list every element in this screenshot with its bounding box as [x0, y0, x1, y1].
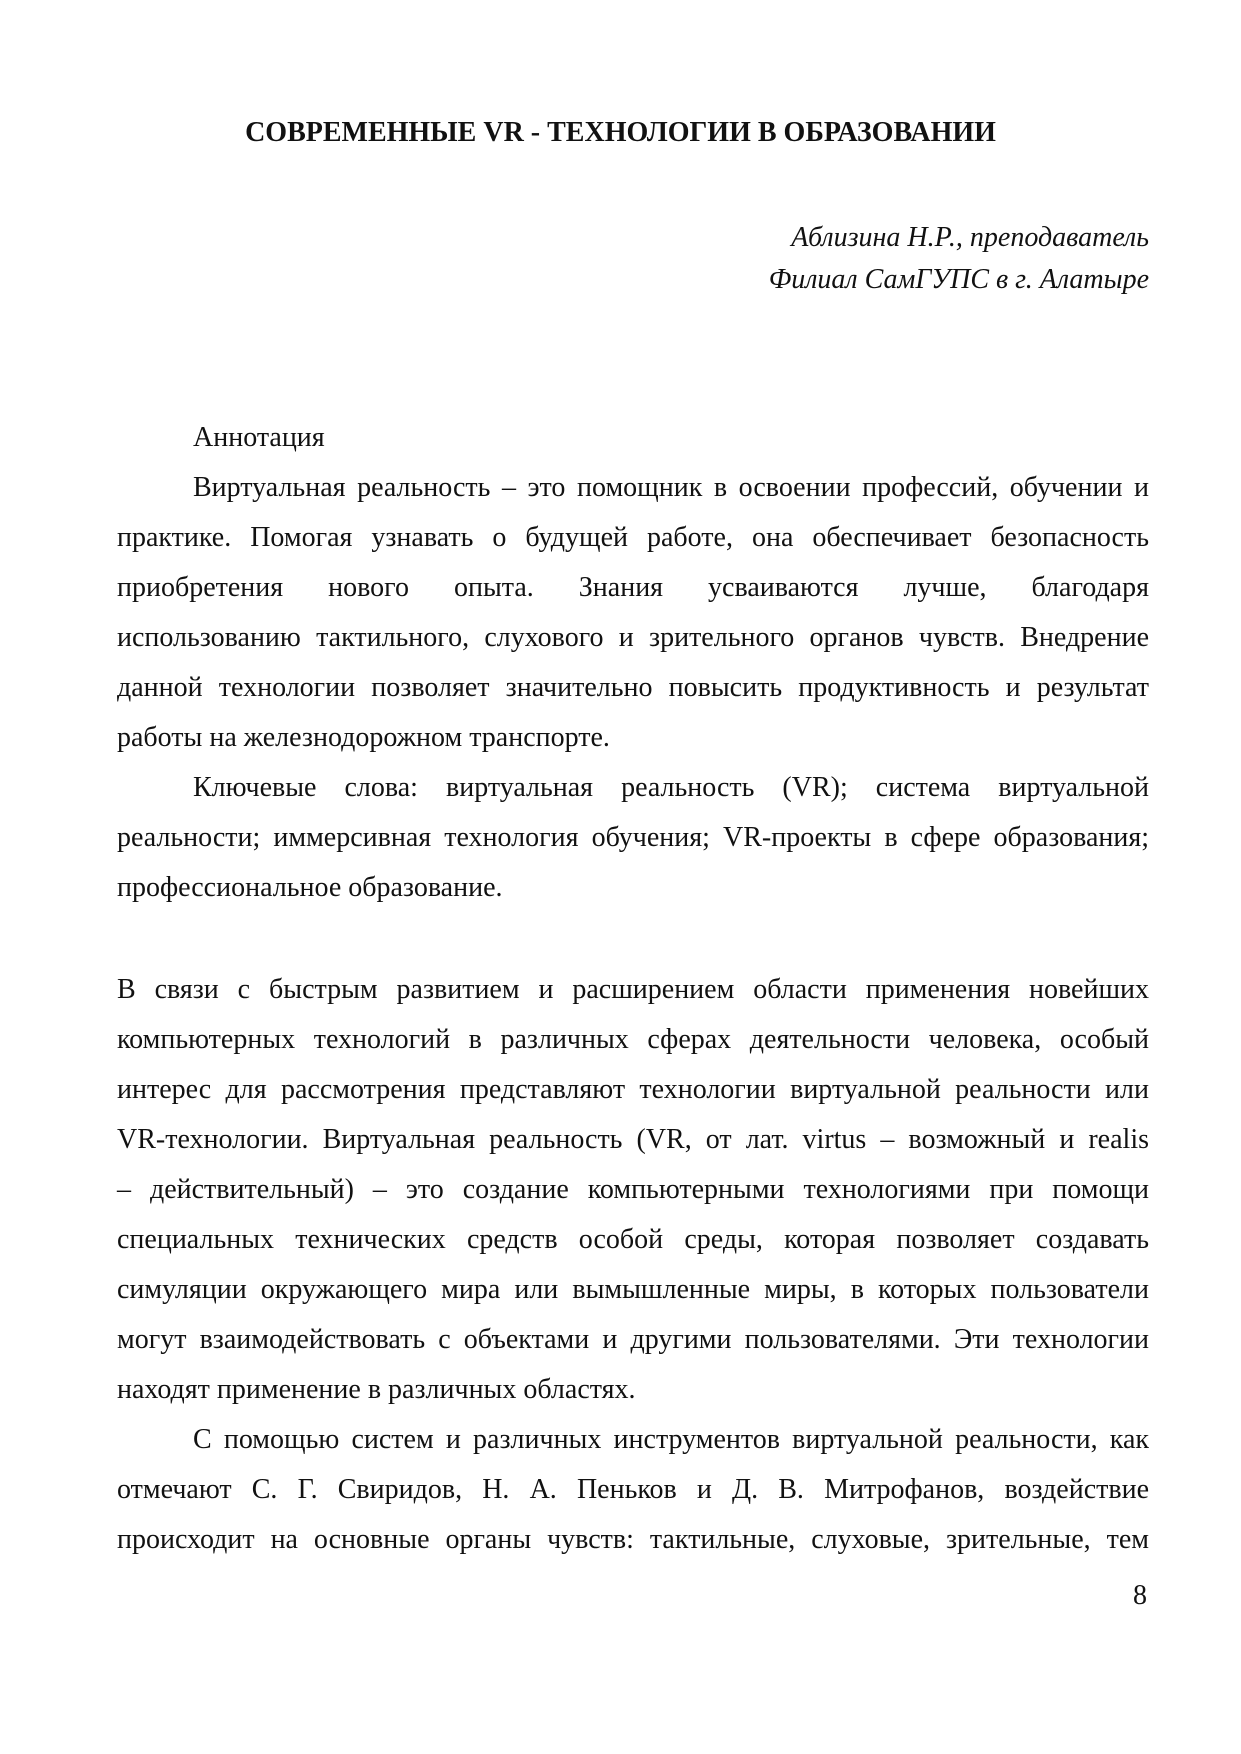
text-line: Ключевые слова: виртуальная реальность (VR); система виртуальной [193, 772, 1149, 803]
text-line: реальности; иммерсивная технология обучения; VR-проекты в сфере образования; [117, 822, 1149, 853]
text-line: практике. Помогая узнавать о будущей работе, она обеспечивает безопасность [117, 522, 1149, 553]
article-title: СОВРЕМЕННЫЕ VR - ТЕХНОЛОГИИ В ОБРАЗОВАНИИ [245, 117, 996, 148]
text-line: VR-технологии. Виртуальная реальность (VR, от лат. virtus – возможный и realis [117, 1124, 1149, 1155]
text-line: симуляции окружающего мира или вымышленные миры, в которых пользователи [117, 1274, 1149, 1305]
text-line: происходит на основные органы чувств: тактильные, слуховые, зрительные, тем [117, 1524, 1149, 1555]
affiliation: Филиал СамГУПС в г. Алатыре [768, 264, 1149, 295]
abstract-heading: Аннотация [193, 422, 325, 453]
text-line: приобретения нового опыта. Знания усваиваются лучше, благодаря [117, 572, 1149, 603]
text-line: – действительный) – это создание компьютерными технологиями при помощи [117, 1174, 1149, 1205]
text-line: могут взаимодействовать с объектами и другими пользователями. Эти технологии [117, 1324, 1149, 1355]
text-line: специальных технических средств особой среды, которая позволяет создавать [117, 1224, 1149, 1255]
text-line: отмечают С. Г. Свиридов, Н. А. Пеньков и Д. В. Митрофанов, воздействие [117, 1474, 1149, 1505]
text-line: С помощью систем и различных инструментов виртуальной реальности, как [193, 1424, 1149, 1455]
text-line: находят применение в различных областях. [117, 1374, 636, 1405]
text-line: профессиональное образование. [117, 872, 503, 903]
text-line: Виртуальная реальность – это помощник в освоении профессий, обучении и [193, 472, 1149, 503]
text-line: данной технологии позволяет значительно повысить продуктивность и результат [117, 672, 1149, 703]
text-line: использованию тактильного, слухового и зрительного органов чувств. Внедрение [117, 622, 1149, 653]
author: Аблизина Н.Р., преподаватель [791, 222, 1149, 253]
text-line: компьютерных технологий в различных сферах деятельности человека, особый [117, 1024, 1149, 1055]
text-line: В связи с быстрым развитием и расширением области применения новейших [117, 974, 1149, 1005]
text-line: интерес для рассмотрения представляют технологии виртуальной реальности или [117, 1074, 1149, 1105]
text-line: работы на железнодорожном транспорте. [117, 722, 610, 753]
page-number: 8 [1133, 1580, 1147, 1611]
